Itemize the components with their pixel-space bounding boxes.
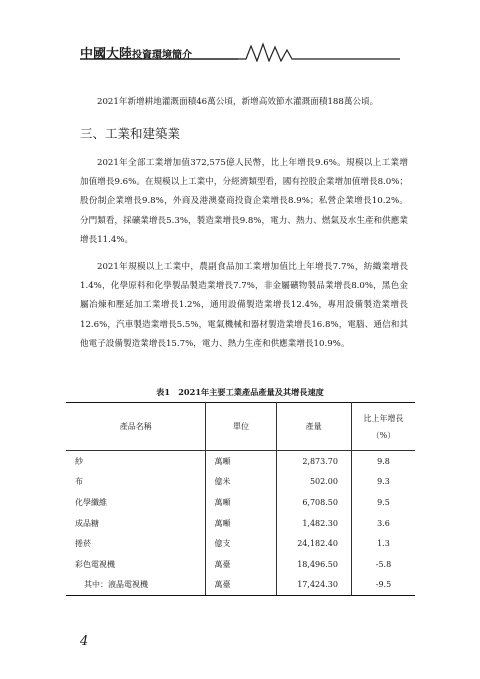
- page-number: 4: [80, 634, 89, 649]
- cell-name: 捲菸: [75, 539, 91, 549]
- table-row: [66, 575, 415, 596]
- paragraph-industry-sectors: 2021年規模以上工業中，農副食品加工業增加值比上年增長7.7%，紡織業增長1.4%，化學原料和化學製品製造業增長7.7%，非金屬礦物製品業增長8.0%，黑色金屬冶煉和壓延加工業增長1.2%，通用設備製造業增長12.4%，專用設備製造業增長12.6%，汽車製造業增長5.5%，電氣機械和器材製造業增長16.8%，電腦、通信和其他電子設備製造業增長15.7%，電力、熱力生產和供應業增長10.9%。: [80, 262, 408, 349]
- cell-name-indented: 其中：液晶電視機: [84, 580, 148, 590]
- cell-unit: 萬臺: [206, 575, 276, 596]
- table-row: [66, 451, 415, 472]
- cell-output: 24,182.40: [276, 533, 351, 554]
- cell-name: [66, 575, 206, 596]
- col-header-output: 產量: [276, 403, 351, 451]
- table-caption: 表1 2021年主要工業產品產量及其增長速度: [156, 387, 324, 397]
- col-header-name: 產品名稱: [66, 403, 206, 451]
- industrial-output-table: [66, 402, 415, 596]
- cell-name: 布: [75, 477, 83, 487]
- header-title-sub: 投資環境簡介: [132, 50, 193, 61]
- table-row: [66, 513, 415, 534]
- cell-output: 17,424.30: [276, 575, 351, 596]
- cell-unit: 萬噸: [206, 513, 276, 534]
- section-heading: 三、工業和建築業: [80, 126, 181, 141]
- cell-name: 成品糖: [75, 518, 99, 528]
- cell-growth: 9.5: [351, 492, 415, 513]
- table-row: [66, 492, 415, 513]
- header-title: [80, 43, 192, 62]
- table-row: [66, 554, 415, 575]
- cell-name: 化學纖維: [75, 497, 107, 507]
- cell-unit: 萬噸: [206, 451, 276, 472]
- col-header-growth-line1: 比上年增長: [363, 413, 404, 423]
- cell-unit: 萬臺: [206, 554, 276, 575]
- cell-output: 6,708.50: [276, 492, 351, 513]
- cell-output: 18,496.50: [276, 554, 351, 575]
- cell-growth: 9.3: [351, 472, 415, 493]
- col-header-growth: [351, 403, 415, 451]
- table-row: [66, 533, 415, 554]
- table-header-row: [66, 403, 415, 451]
- cell-growth: 1.3: [351, 533, 415, 554]
- cell-name: 彩色電視機: [75, 559, 115, 569]
- cell-unit: 億支: [206, 533, 276, 554]
- header-title-main: 中國大陸: [80, 47, 133, 62]
- cell-name: 紗: [75, 456, 83, 466]
- paragraph-top: 2021年新增耕地灌溉面積46萬公頃，新增高效節水灌溉面積188萬公頃。: [97, 97, 379, 107]
- cell-growth: 9.8: [351, 451, 415, 472]
- running-header: [80, 40, 400, 62]
- cell-output: 1,482.30: [276, 513, 351, 534]
- cell-unit: 億米: [206, 472, 276, 493]
- col-header-unit: 單位: [206, 403, 276, 451]
- col-header-growth-line2: （%）: [371, 430, 396, 440]
- cell-growth: -5.8: [351, 554, 415, 575]
- paragraph-industry-overview: 2021年全部工業增加值372,575億人民幣，比上年增長9.6%。規模以上工業增加值增長9.6%。在規模以上工業中，分經濟類型看，國有控股企業增加值增長8.0%；股份制企業增長9.8%，外商及港澳臺商投資企業增長8.9%；私營企業增長10.2%。分門類看，採礦業增長5.3%，製造業增長9.8%，電力、熱力、燃氣及水生產和供應業增長11.4%。: [80, 158, 408, 245]
- cell-growth: -9.5: [351, 575, 415, 596]
- cell-growth: 3.6: [351, 513, 415, 534]
- cell-output: 2,873.70: [276, 451, 351, 472]
- cell-output: 502.00: [276, 472, 351, 493]
- table-row: [66, 472, 415, 493]
- cell-unit: 萬噸: [206, 492, 276, 513]
